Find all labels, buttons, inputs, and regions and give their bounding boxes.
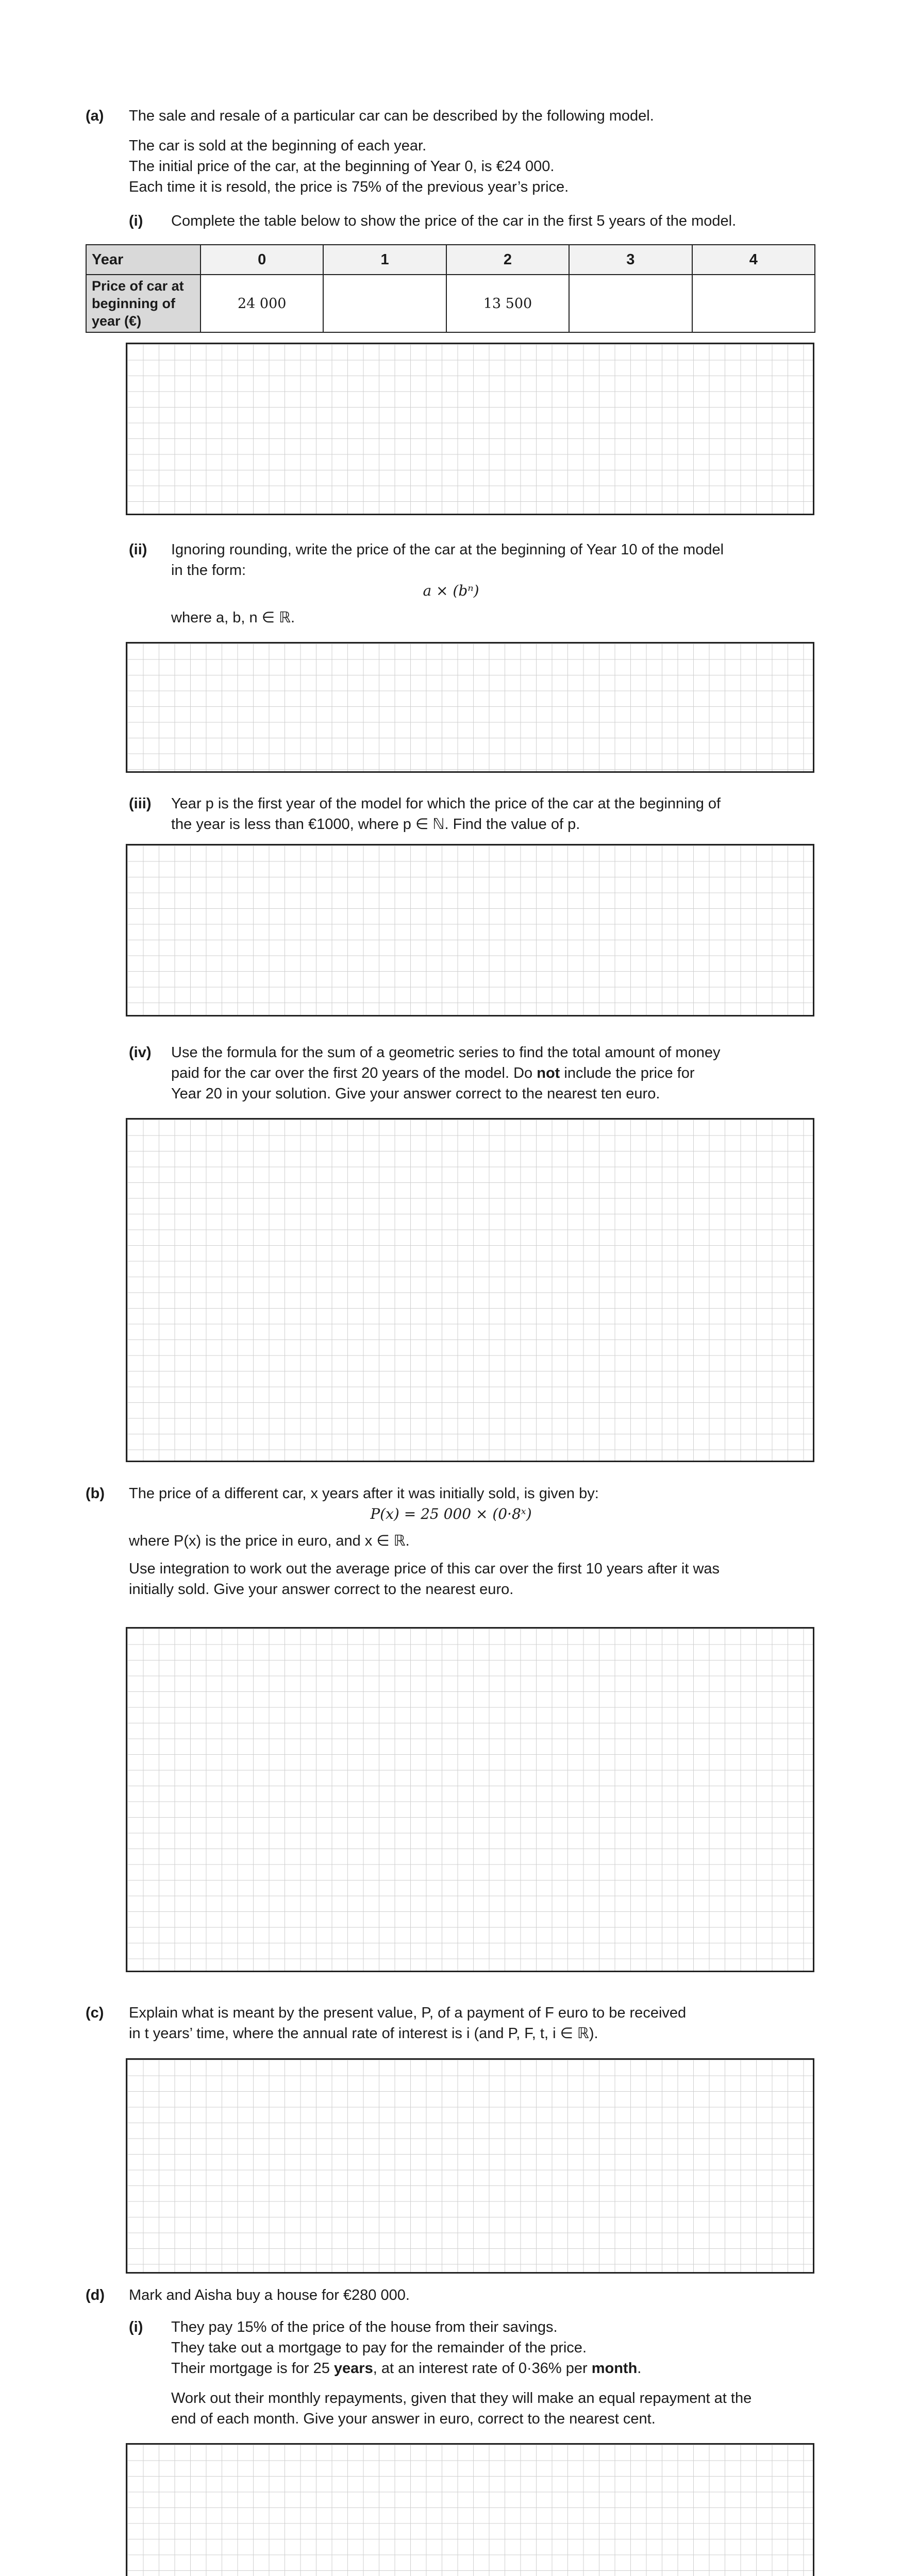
part-a-ii-line-1: Ignoring rounding, write the price of the car at the beginning of Year 10 of the model [171, 541, 724, 558]
year-cell: 1 [323, 245, 446, 275]
part-d-i-month: month [591, 2360, 638, 2377]
answer-grid-b[interactable] [126, 1627, 814, 1972]
part-d-i-line-3 [171, 2359, 641, 2378]
answer-grid-d-i[interactable] [126, 2443, 814, 2576]
price-cell-year-2: 13 500 [446, 275, 569, 332]
part-d-i-label: (i) [129, 2319, 143, 2335]
part-a-iii-line-1: Year p is the first year of the model for which the price of the car at the beginning of [171, 795, 721, 812]
price-table-price-row [86, 275, 815, 332]
part-d-i-line-3-mid: , at an interest rate of 0·36% per [373, 2360, 592, 2377]
part-d-i-line-4: Work out their monthly repayments, given that they will make an equal repayment at the [171, 2390, 752, 2406]
part-a-ii-line-2: in the form: [171, 562, 246, 579]
part-a-iv-line-2 [171, 1063, 695, 1083]
part-a-i-text: Complete the table below to show the price of the car in the first 5 years of the model. [171, 213, 737, 229]
part-a-iv-line-2-post: include the price for [560, 1065, 695, 1081]
price-header-line-2: beginning of year (€) [92, 296, 175, 329]
part-d-i-line-3-pre: Their mortgage is for 25 [171, 2360, 334, 2377]
part-a-line-1: The car is sold at the beginning of each year. [129, 138, 427, 154]
part-a-iv-line-2-pre: paid for the car over the first 20 years of the model. Do [171, 1065, 537, 1081]
part-a-iv-line-3: Year 20 in your solution. Give your answer correct to the nearest ten euro. [171, 1086, 660, 1102]
part-b-line-1: The price of a different car, x years after it was initially sold, is given by: [129, 1485, 599, 1502]
price-cell-year-0: 24 000 [201, 275, 323, 332]
part-c-line-2: in t years’ time, where the annual rate of interest is i (and P, F, t, i ∈ ℝ). [129, 2025, 598, 2042]
answer-grid-a-ii[interactable] [126, 642, 814, 773]
answer-grid-a-iv[interactable] [126, 1118, 814, 1462]
part-d-i-line-3-post: . [637, 2360, 642, 2377]
price-cell-year-3[interactable] [569, 275, 692, 332]
part-d-i-line-5: end of each month. Give your answer in euro, correct to the nearest cent. [171, 2411, 656, 2427]
part-a-iv-label: (iv) [129, 1044, 152, 1061]
price-header-cell [86, 275, 201, 332]
part-a-iii-label: (iii) [129, 795, 152, 812]
part-b-where: where P(x) is the price in euro, and x ∈ ℝ. [129, 1533, 410, 1549]
part-a-iv-not: not [537, 1065, 560, 1081]
answer-grid-a-iii[interactable] [126, 844, 814, 1016]
part-d-label: (d) [86, 2287, 105, 2303]
answer-grid-c[interactable] [126, 2058, 814, 2274]
part-d-i-line-1: They pay 15% of the price of the house from their savings. [171, 2319, 558, 2335]
part-a-ii-formula: a × (bⁿ) [423, 582, 479, 599]
price-cell-year-4[interactable] [692, 275, 815, 332]
part-b-label: (b) [86, 1485, 105, 1502]
price-cell-year-1[interactable] [323, 275, 446, 332]
part-a-iv-line-1: Use the formula for the sum of a geometric series to find the total amount of money [171, 1044, 721, 1061]
part-d-i-line-2: They take out a mortgage to pay for the remainder of the price. [171, 2340, 587, 2356]
part-d-i-years: years [333, 2360, 373, 2377]
price-table-header-row [86, 245, 815, 275]
part-a-iii-line-2: the year is less than €1000, where p ∈ ℕ. Find the value of p. [171, 816, 580, 833]
part-a-intro: The sale and resale of a particular car can be described by the following model. [129, 108, 654, 124]
part-c-line-1: Explain what is meant by the present value, P, of a payment of F euro to be received [129, 2005, 687, 2021]
part-a-i-label: (i) [129, 213, 143, 229]
year-cell: 3 [569, 245, 692, 275]
part-d-intro: Mark and Aisha buy a house for €280 000. [129, 2287, 410, 2303]
part-b-line-3: Use integration to work out the average price of this car over the first 10 years after it was [129, 1561, 720, 1577]
part-a-ii-label: (ii) [129, 541, 147, 558]
part-b-line-4: initially sold. Give your answer correct to the nearest euro. [129, 1581, 514, 1598]
part-c-label: (c) [86, 2005, 104, 2021]
part-a-label: (a) [86, 108, 104, 124]
price-header-line-1: Price of car at [92, 278, 184, 294]
part-a-line-3: Each time it is resold, the price is 75% of the previous year’s price. [129, 179, 569, 195]
price-table [86, 244, 815, 333]
year-cell: 4 [692, 245, 815, 275]
year-cell: 0 [201, 245, 323, 275]
part-a-line-2: The initial price of the car, at the beginning of Year 0, is €24 000. [129, 158, 555, 175]
year-header-cell: Year [86, 245, 201, 275]
answer-grid-a-i[interactable] [126, 343, 814, 515]
part-a-ii-where: where a, b, n ∈ ℝ. [171, 609, 295, 626]
part-b-formula: P(x) = 25 000 × (0·8ˣ) [370, 1505, 532, 1522]
year-cell: 2 [446, 245, 569, 275]
